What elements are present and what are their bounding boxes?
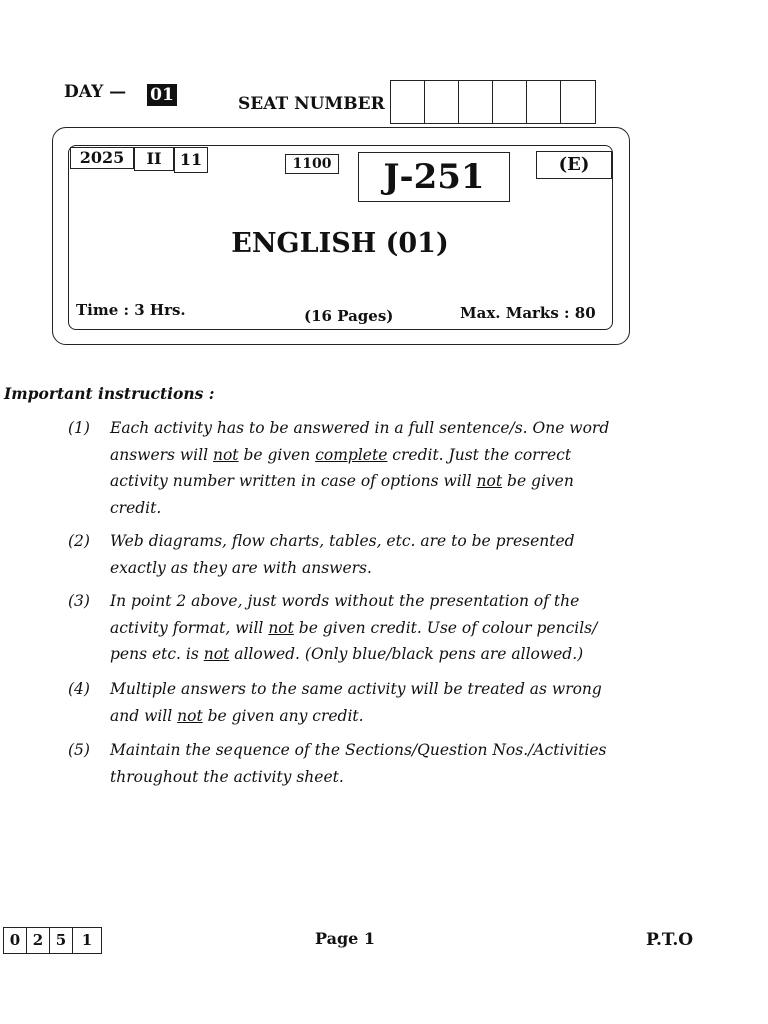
instruction-text: Maintain the sequence of the Sections/Question Nos./Activities throughout the activity sheet. [110, 741, 607, 786]
instruction-text: Each activity has to be answered in a full sentence/s. One word answers will not be given complete credit. Just the correct activity number written in case of options will not be given credit. [110, 419, 610, 517]
code-digit: 1 [81, 931, 93, 949]
exam-subcode: 11 [174, 147, 208, 173]
page-number: Page 1 [315, 929, 376, 948]
instruction-number: (1) [68, 419, 90, 437]
instruction-item [68, 528, 628, 581]
instruction-item [68, 737, 628, 790]
exam-term: II [134, 147, 174, 171]
page-count: (16 Pages) [304, 307, 394, 325]
subject-title: ENGLISH (01) [231, 228, 449, 259]
seat-digit-box[interactable] [459, 81, 493, 123]
paper-code: J-251 [358, 152, 510, 202]
language-code: (E) [536, 151, 612, 179]
instruction-item [68, 588, 628, 668]
seat-digit-box[interactable] [561, 81, 595, 123]
instruction-number: (4) [68, 680, 90, 698]
exam-duration: Time : 3 Hrs. [76, 301, 186, 319]
code-digit: 5 [50, 928, 73, 953]
instruction-number: (5) [68, 741, 90, 759]
day-label: DAY — [64, 82, 127, 102]
seat-number-boxes[interactable] [390, 80, 596, 124]
seat-digit-box[interactable] [527, 81, 561, 123]
instruction-item [68, 676, 628, 729]
seat-digit-box[interactable] [391, 81, 425, 123]
instruction-item [68, 415, 628, 521]
seat-digit-box[interactable] [425, 81, 459, 123]
exam-year: 2025 [70, 147, 134, 169]
instruction-text: In point 2 above, just words without the presentation of the activity format, will not be given credit. Use of colour pencils/ pens etc. is not allowed. (Only blue/black pens are allowed.) [110, 592, 598, 663]
max-marks: Max. Marks : 80 [460, 304, 596, 322]
please-turn-over: P.T.O [646, 930, 694, 950]
exam-time-code: 1100 [285, 154, 339, 174]
code-digit: 2 [27, 928, 50, 953]
instruction-number: (3) [68, 592, 90, 610]
instruction-number: (2) [68, 532, 90, 550]
seat-number-label: SEAT NUMBER [238, 94, 385, 114]
instructions-heading: Important instructions : [4, 384, 215, 403]
instruction-text: Web diagrams, flow charts, tables, etc. are to be presented exactly as they are with answers. [110, 532, 575, 577]
day-number-badge: 01 [147, 84, 177, 106]
seat-digit-box[interactable] [493, 81, 527, 123]
paper-code-boxes [3, 927, 102, 954]
code-digit: 0 [4, 928, 27, 953]
instruction-text: Multiple answers to the same activity will be treated as wrong and will not be given any credit. [110, 680, 602, 725]
